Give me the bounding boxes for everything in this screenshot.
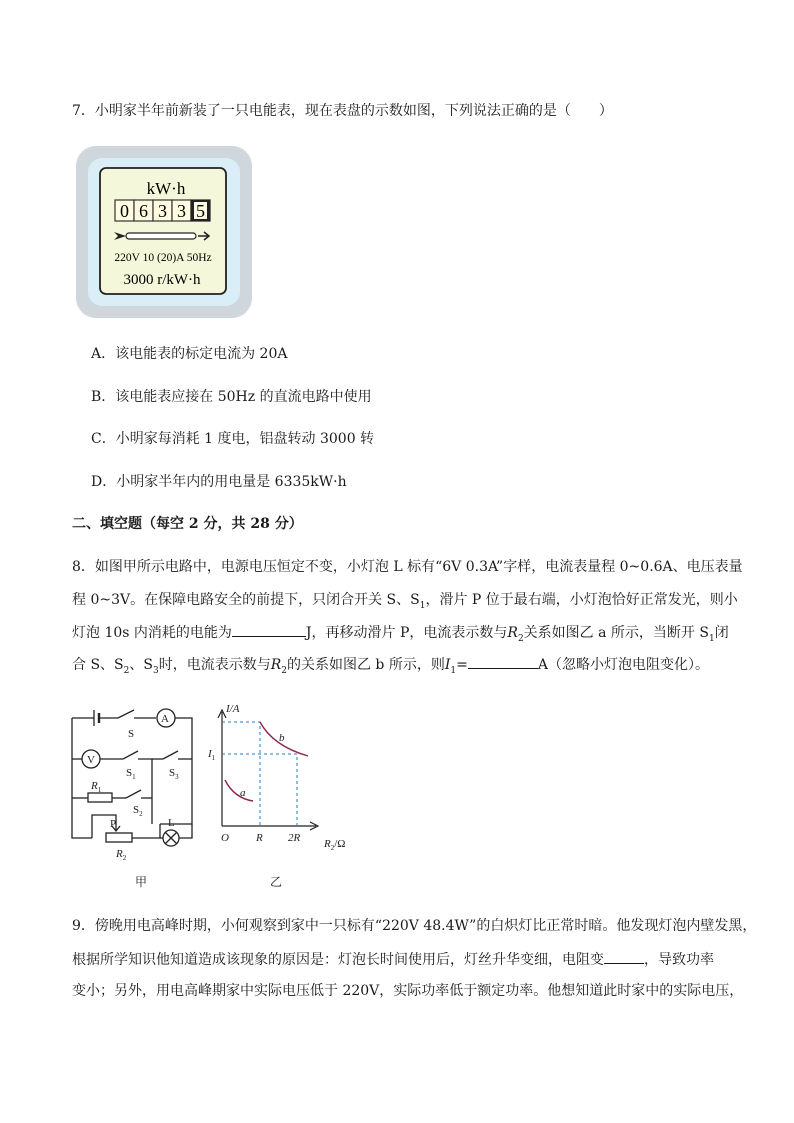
voltmeter-label: V [87, 754, 95, 766]
switch-s3-label: $S_3$ [169, 767, 179, 781]
energy-meter-figure [74, 144, 254, 320]
wire [132, 824, 160, 838]
q8-line-4: 合 S、$S_2$、$S_3$时，电流表示数与$R_2$的关系如图乙 b 所示，则$I_1= A$（忽略小灯泡电阻变化）。 [72, 654, 709, 681]
figure-caption-yi: 乙 [269, 875, 283, 889]
resistor-r1 [88, 793, 112, 802]
q9-answer-blank-1[interactable] [604, 949, 644, 964]
q8-figure [68, 700, 368, 890]
graph-tick-2r: 2R [288, 832, 301, 844]
figure-caption-jia: 甲 [134, 875, 148, 889]
meter-digit: 0 [120, 201, 129, 221]
q9-line-2: 根据所学知识他知道造成该现象的原因是：灯泡长时间使用后，灯丝升华变细，电阻变 ，导致功率 [72, 949, 714, 970]
meter-unit: kW·h [146, 179, 186, 198]
q9-line-3: 变小；另外，用电高峰期家中实际电压低于 220V，实际功率低于额定功率。他想知道此时家中的实际电压， [72, 983, 744, 999]
meter-digit: 3 [158, 201, 167, 221]
meter-digit: 6 [139, 201, 148, 221]
meter-revolutions: 3000 r/kW·h [123, 272, 201, 288]
graph-tick-r: R [256, 832, 263, 844]
q7-option-b[interactable]: B．该电能表应接在 50Hz 的直流电路中使用 [91, 389, 372, 405]
ammeter-label: A [161, 713, 169, 725]
meter-digit: 5 [196, 201, 205, 221]
q8-line-3: 灯泡 10s 内消耗的电能为 J，再移动滑片 P，电流表示数与$R_2$关系如图乙 a 所示，当断开 $S_1$闭 [72, 622, 729, 649]
rheostat-r2-label: $R_2$ [116, 848, 127, 862]
q7-option-c[interactable]: C．小明家每消耗 1 度电，铝盘转动 3000 转 [91, 431, 375, 447]
curve-b-label: b [279, 732, 285, 744]
switch-s-blade [118, 710, 134, 718]
meter-digit: 3 [177, 201, 186, 221]
meter-digit-row [115, 200, 210, 221]
circuit-labels [87, 713, 179, 889]
switch-s2-blade [126, 790, 141, 798]
current-resistance-graph [207, 703, 345, 889]
guide-dashed-line [222, 722, 260, 826]
section-title-fill-in: 二、填空题（每空 2 分，共 28 分） [72, 516, 303, 532]
graph-origin-label: O [221, 832, 229, 844]
switch-s2-label: $S_2$ [133, 804, 143, 818]
graph-y-label: I/A [226, 703, 240, 715]
wire [72, 718, 92, 838]
slider-p-label: P [110, 818, 117, 830]
curve-a-label: a [240, 787, 246, 799]
resistor-r1-label: $R_1$ [91, 780, 102, 794]
lamp-cross [165, 832, 177, 844]
disc-bar [126, 233, 196, 239]
q8-answer-blank-2[interactable] [468, 654, 538, 669]
q8-line-1: 8．如图甲所示电路中，电源电压恒定不变，小灯泡 L 标有“6V 0.3A”字样，电流表量程 0~0.6A、电压表量 [72, 559, 743, 575]
q7-stem: 7．小明家半年前新装了一只电能表，现在表盘的示数如图，下列说法正确的是（ ） [72, 103, 613, 119]
switch-s1-label: $S_1$ [126, 767, 136, 781]
q8-answer-blank-1[interactable] [232, 622, 306, 637]
switch-s3-blade [163, 751, 178, 759]
lamp-label: L [168, 817, 175, 829]
graph-i1-label: $I_1$ [208, 748, 216, 762]
q7-option-a[interactable]: A．该电能表的标定电流为 20A [91, 346, 288, 362]
rheostat-r2 [106, 833, 132, 842]
switch-s-label: S [128, 728, 135, 740]
q8-line-2: 程 0~3V。在保障电路安全的前提下，只闭合开关 S、$S_1$，滑片 P 位于最右端，小灯泡恰好正常发光，则小 [72, 592, 738, 611]
meter-spec: 220V 10 (20)A 50Hz [114, 252, 212, 264]
wire [160, 718, 192, 824]
graph-x-label: $R_2/\Omega$ [324, 838, 346, 852]
q7-option-d[interactable]: D．小明家半年内的用电量是 6335kW·h [91, 474, 347, 490]
switch-s1-blade [123, 751, 138, 759]
curve-a [225, 780, 253, 801]
q9-line-1: 9．傍晚用电高峰时期，小何观察到家中一只标有“220V 48.4W”的白炽灯比正常时暗。他发现灯泡内壁发黑， [72, 918, 757, 934]
meter-rotating-disc-indicator [114, 232, 209, 240]
